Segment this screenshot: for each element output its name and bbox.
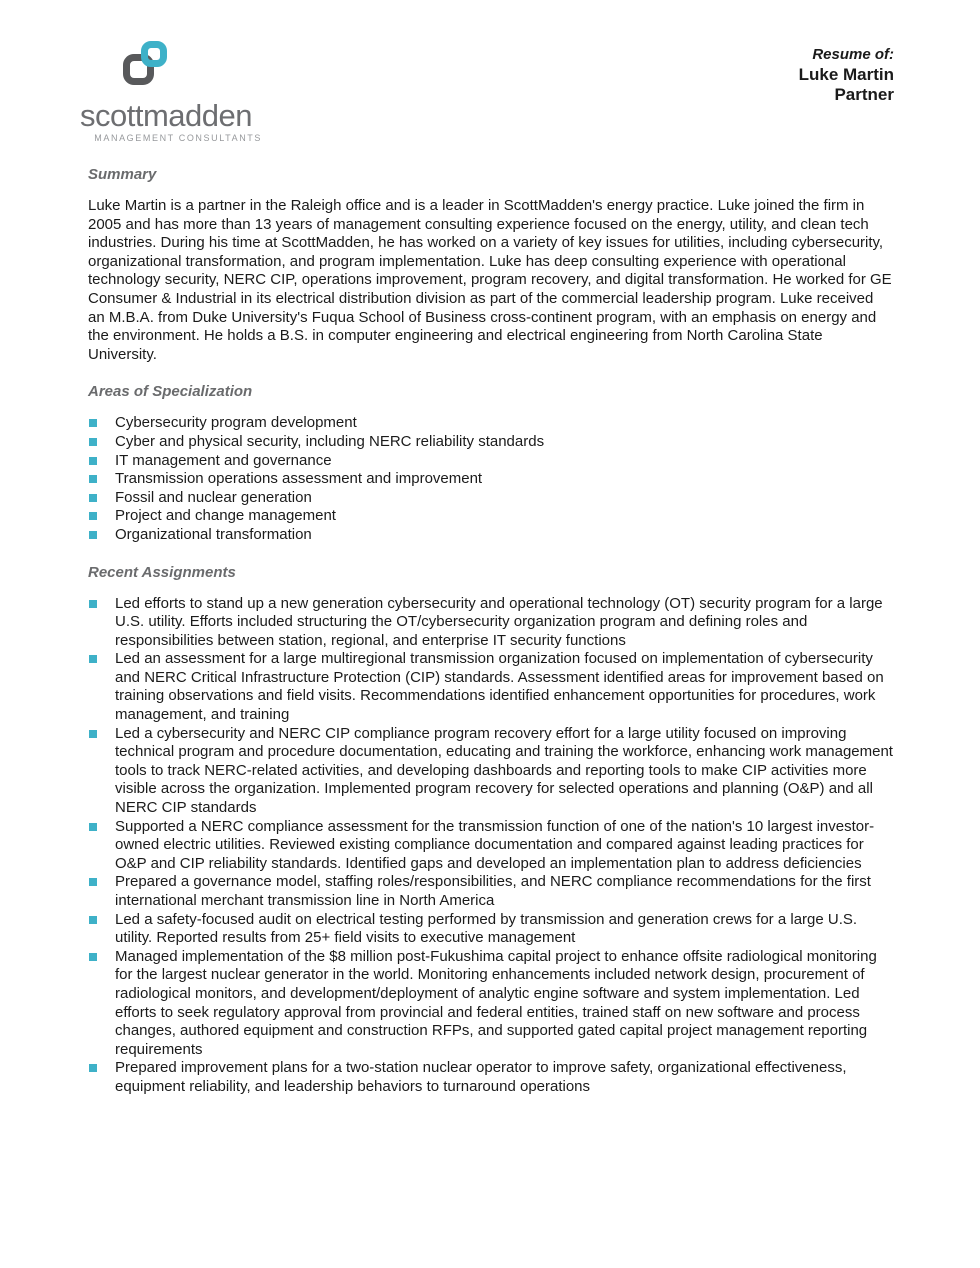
bullet-square-icon: [89, 878, 97, 886]
specialization-list-item: [88, 507, 893, 526]
assignment-list-item: [88, 873, 893, 910]
logo-teal-square-icon: [141, 41, 167, 67]
specialization-list-item: [88, 414, 893, 433]
person-name: Luke Martin: [798, 65, 894, 84]
section-heading-assignments: Recent Assignments: [88, 563, 236, 581]
resume-person-block: [799, 40, 894, 105]
list-item-text: Organizational transformation: [115, 525, 312, 543]
specialization-list-item: [88, 489, 893, 508]
bullet-square-icon: [89, 419, 97, 427]
specialization-list-item: [88, 452, 893, 471]
list-item-text: Led an assessment for a large multiregional transmission organization focused on implementation of cybersecurity and NERC Critical Infrastructure Protection (CIP) standards. Assessment identified areas for improvement based on training observations and field visits. Recommendations identified enhancement opportunities for procedures, work management, and training: [115, 650, 884, 724]
scottmadden-logo-icon: [80, 40, 270, 102]
bullet-square-icon: [89, 512, 97, 520]
assignments-list: [88, 595, 893, 1097]
specialization-list-item: [88, 470, 893, 489]
list-item-text: Managed implementation of the $8 million post-Fukushima capital project to enhance offsite radiological monitoring for the largest nuclear generator in the world. Monitoring enhancements included network design, procurement of radiological monitors, and development/deployment of analytic engine software and system implementation. Led efforts to seek regulatory approval from provincial and federal entities, trained staff on new software and process changes, authored equipment and construction RFPs, and supported gated capital project management reporting requirements: [115, 947, 877, 1058]
bullet-square-icon: [89, 531, 97, 539]
bullet-square-icon: [89, 438, 97, 446]
summary-paragraph: Luke Martin is a partner in the Raleigh office and is a leader in ScottMadden's energy practice. Luke joined the firm in 2005 and has more than 13 years of management consulting experience focused on the energy, utility, and clean tech industries. During his time at ScottMadden, he has worked on a variety of key issues for utilities, including cybersecurity, organizational transformation, and program implementation. Luke has deep consulting experience with operational technology security, NERC CIP, operations improvement, program recovery, and digital transformation. He worked for GE Consumer & Industrial in its electrical distribution division as part of the commercial leadership program. Luke received an M.B.A. from Duke University's Fuqua School of Business cross-continent program, with an emphasis on energy and the environment. He holds a B.S. in computer engineering and electrical engineering from North Carolina State University.: [88, 197, 892, 363]
list-item-text: Led a cybersecurity and NERC CIP compliance program recovery effort for a large utility focused on improving technical program and procedure documentation, educating and training the workforce, enhancing work management tools to track NERC-related activities, and developing dashboards and reporting tools to make CIP activities more visible across the organization. Implemented program recovery for selected operations and planning (O&P) and all NERC CIP standards: [115, 724, 893, 817]
assignment-list-item: [88, 595, 893, 651]
bullet-square-icon: [89, 494, 97, 502]
list-item-text: Supported a NERC compliance assessment for the transmission function of one of the nation's 10 largest investor-owned electric utilities. Reviewed existing compliance documentation and compared against leading practices for O&P and CIP reliability standards. Identified gaps and developed an implementation plan to address deficiencies: [115, 817, 875, 872]
person-title: Partner: [834, 85, 894, 104]
logo-wordmark: scottmadden: [80, 98, 252, 133]
resume-content: [0, 166, 980, 1097]
list-item-text: Prepared improvement plans for a two-station nuclear operator to improve safety, organizational effectiveness, equipment reliability, and leadership behaviors to turnaround operations: [115, 1059, 847, 1095]
assignment-list-item: [88, 948, 893, 1060]
bullet-square-icon: [89, 953, 97, 961]
list-item-text: IT management and governance: [115, 451, 332, 469]
list-item-text: Transmission operations assessment and improvement: [115, 470, 483, 488]
section-heading-summary: Summary: [88, 166, 157, 183]
specializations-list: [88, 414, 893, 544]
assignment-list-item: [88, 725, 893, 818]
specialization-list-item: [88, 526, 893, 545]
list-item-text: Project and change management: [115, 507, 336, 525]
assignment-list-item: [88, 650, 893, 724]
header: [0, 0, 980, 144]
bullet-square-icon: [89, 457, 97, 465]
assignment-list-item: [88, 1059, 893, 1096]
list-item-text: Prepared a governance model, staffing roles/responsibilities, and NERC compliance recommendations for the first international merchant transmission line in North America: [115, 873, 871, 909]
list-item-text: Led efforts to stand up a new generation cybersecurity and operational technology (OT) security program for a large U.S. utility. Efforts included structuring the OT/cybersecurity organization program and defining roles and responsibilities between station, regional, and enterprise IT security functions: [115, 594, 883, 649]
assignment-list-item: [88, 818, 893, 874]
logo-tagline: MANAGEMENT CONSULTANTS: [94, 133, 262, 143]
bullet-square-icon: [89, 475, 97, 483]
list-item-text: Fossil and nuclear generation: [115, 488, 312, 506]
list-item-text: Cybersecurity program development: [115, 414, 357, 432]
assignment-list-item: [88, 911, 893, 948]
bullet-square-icon: [89, 1064, 97, 1072]
section-heading-specializations: Areas of Specialization: [88, 383, 253, 401]
specialization-list-item: [88, 433, 893, 452]
scottmadden-logo: [80, 40, 270, 144]
list-item-text: Led a safety-focused audit on electrical testing performed by transmission and generation crews for a large U.S. utility. Reported results from 25+ field visits to executive management: [115, 910, 858, 947]
resume-of-label: Resume of:: [812, 46, 894, 63]
bullet-square-icon: [89, 655, 97, 663]
bullet-square-icon: [89, 600, 97, 608]
list-item-text: Cyber and physical security, including NERC reliability standards: [115, 432, 545, 450]
bullet-square-icon: [89, 916, 97, 924]
bullet-square-icon: [89, 730, 97, 738]
bullet-square-icon: [89, 823, 97, 831]
